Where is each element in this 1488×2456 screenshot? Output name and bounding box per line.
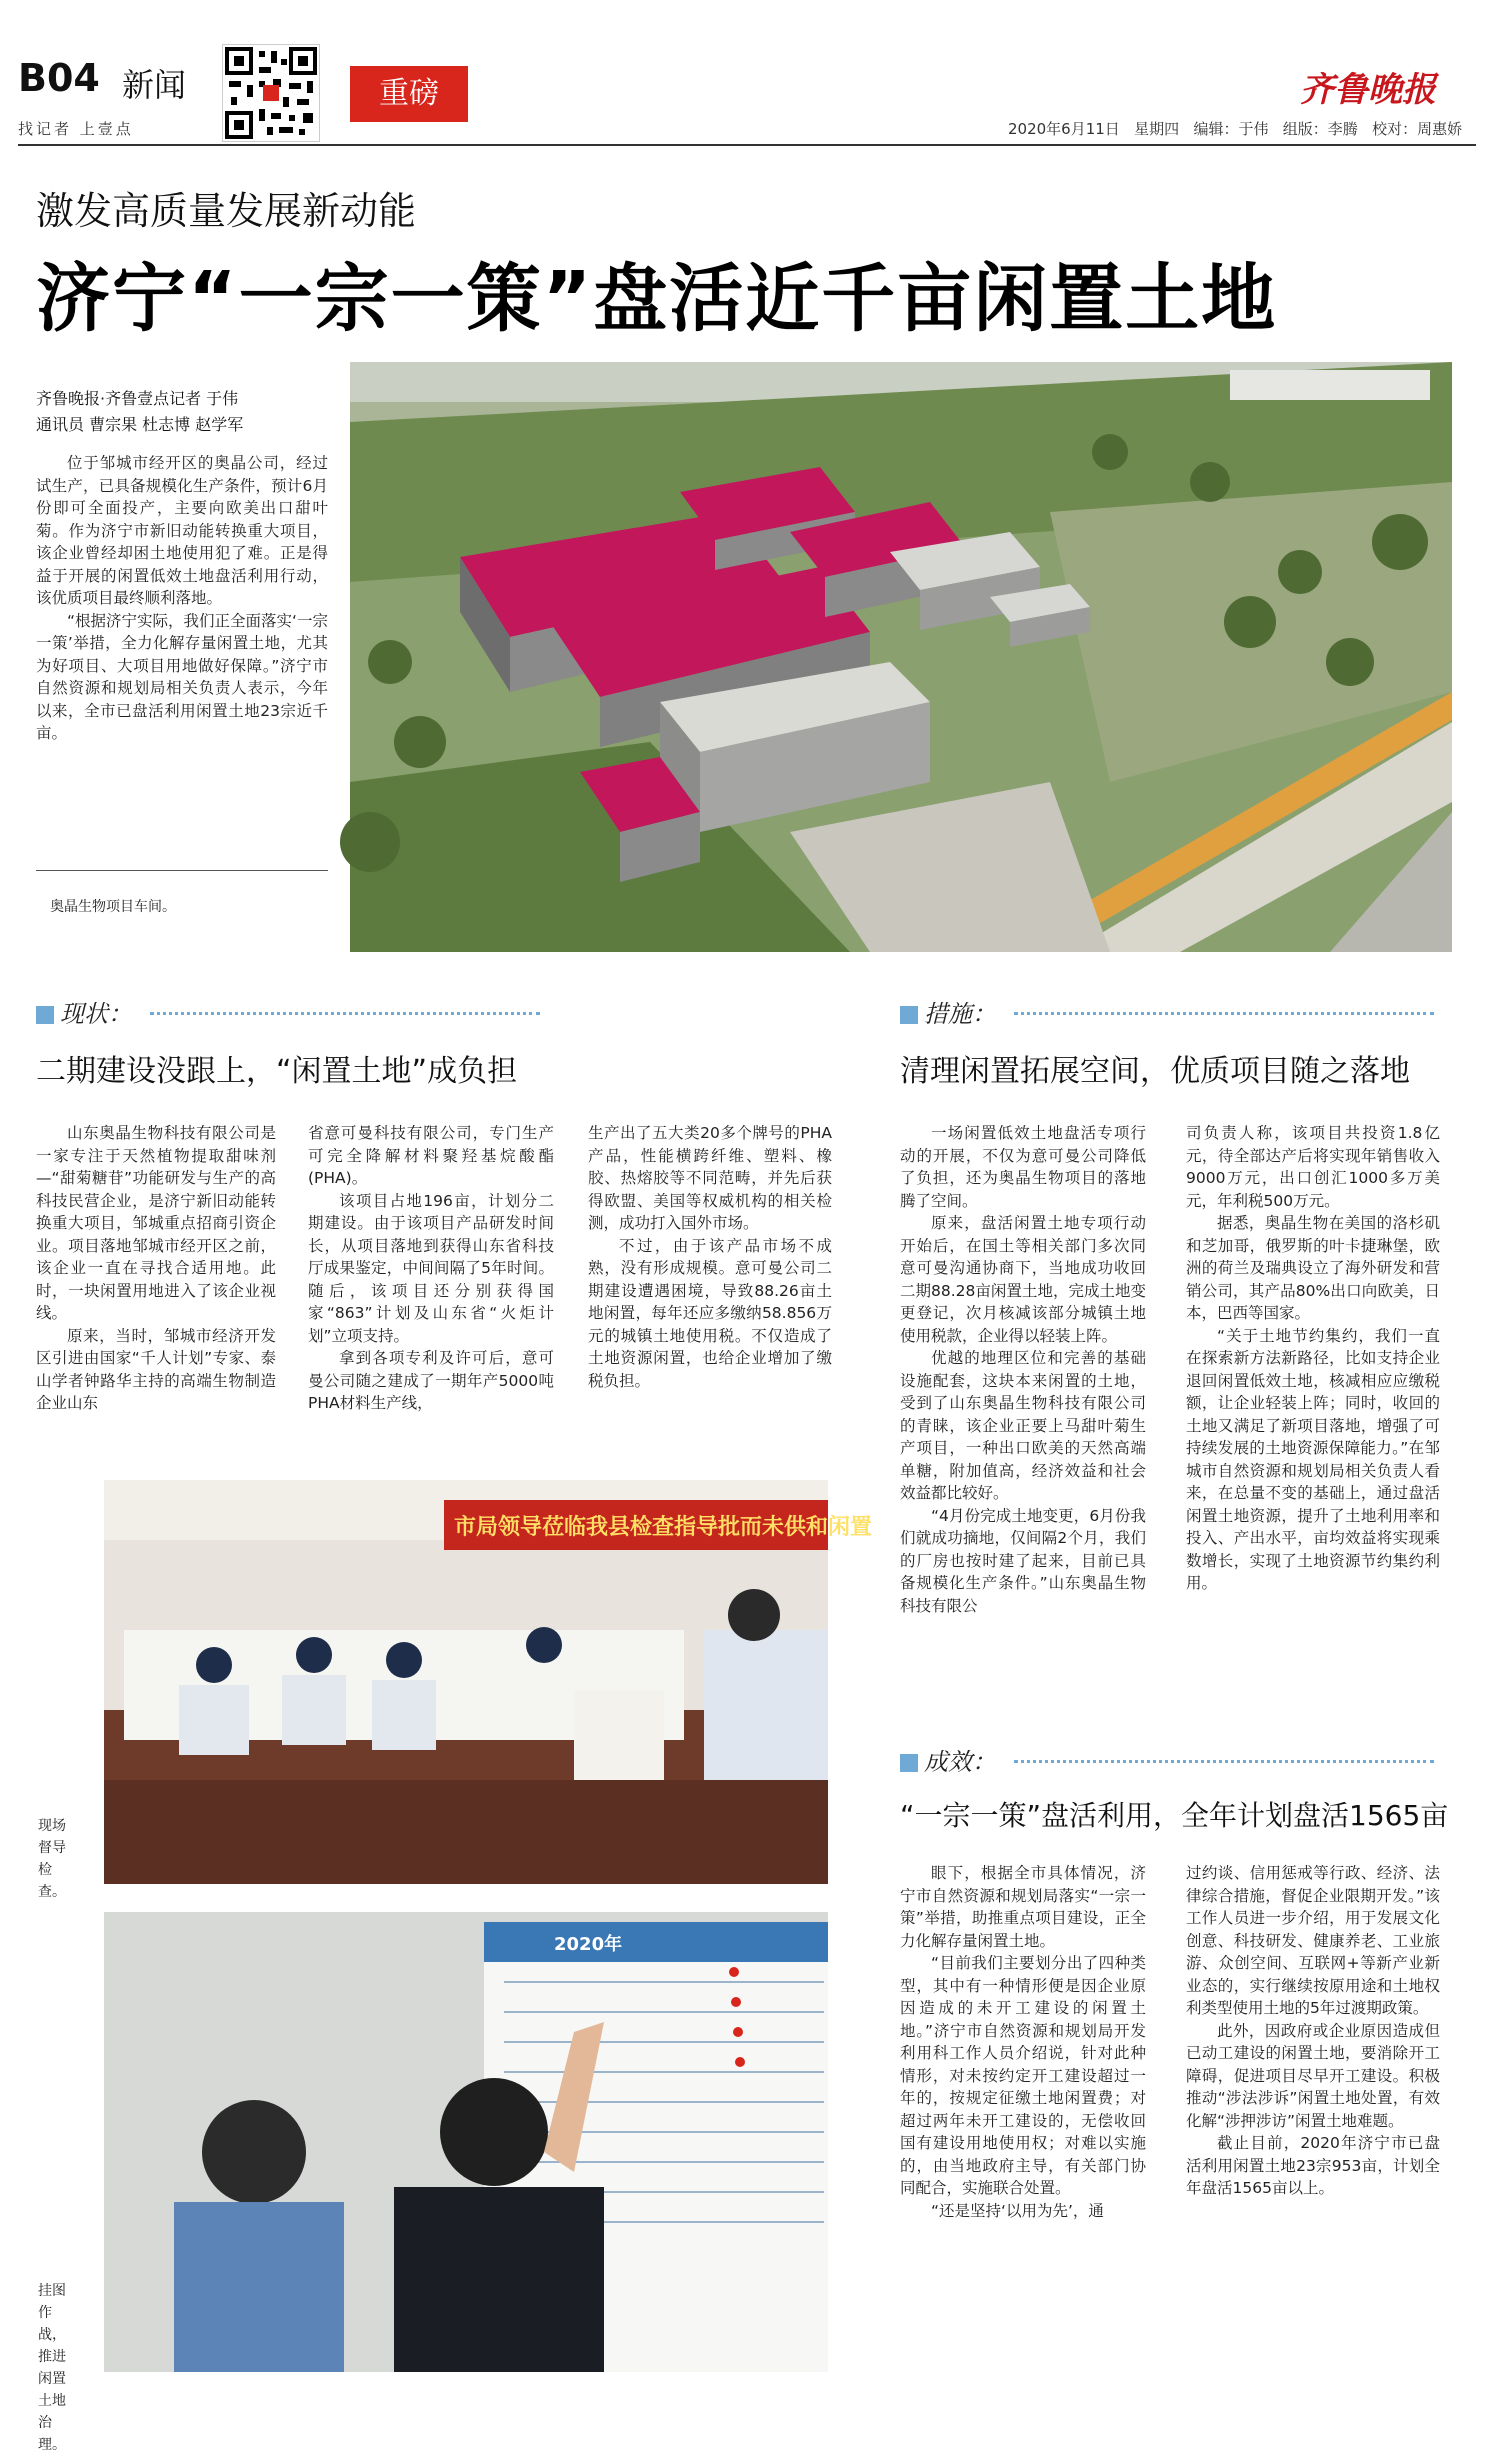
dotted-divider [1014, 1760, 1434, 1763]
subhead-status: 二期建设没跟上，“闲置土地”成负担 [36, 1054, 518, 1089]
paragraph: 一场闲置低效土地盘活专项行动的开展，不仅为意可曼公司降低了负担，还为奥晶生物项目的落地腾了空间。 [900, 1124, 1146, 1210]
headline: 济宁“一宗一策”盘活近千亩闲置土地 [36, 256, 1278, 342]
date: 2020年6月11日 [1008, 120, 1120, 138]
paragraph: 优越的地理区位和完善的基础设施配套，这块本来闲置的土地，受到了山东奥晶生物科技有限公司的青睐，该企业正要上马甜叶菊生产项目，一种出口欧美的天然高端单糖，附加值高，经济效益和社会效益都比较好。 [900, 1349, 1146, 1502]
slogan: 找记者 上壹点 [18, 120, 134, 138]
lead-paragraph: “根据济宁实际，我们正全面落实‘一宗一策’举措，全力化解存量闲置土地，尤其为好项目、大项目用地做好保障。”济宁市自然资源和规划局相关负责人表示，今年以来，全市已盘活利用闲置土地23宗近千亩。 [36, 611, 328, 742]
paragraph: 山东奥晶生物科技有限公司是一家专注于天然植物提取甜味剂—“甜菊糖苷”功能研发与生产的高科技民营企业，是济宁新旧动能转换重大项目，邹城重点招商引资企业。项目落地邹城市经开区之前，该企业一直在寻找合适用地。此时，一块闲置用地进入了该企业视线。 [36, 1124, 276, 1322]
proofreader: 校对：周惠娇 [1372, 120, 1463, 138]
dotted-divider [150, 1012, 540, 1015]
paragraph: “还是坚持‘以用为先’，通 [931, 2201, 1104, 2220]
meeting-banner: 市局领导莅临我县检查指导批而未供和闲置 [454, 1515, 873, 1540]
paragraph: 过约谈、信用惩戒等行政、经济、法律综合措施，督促企业限期开发。”该工作人员进一步介绍，用于发展文化创意、科技研发、健康养老、工业旅游、众创空间、互联网+等新产业新业态的，实行继续按原用途和土地权利类型使用土地的5年过渡期政策。 [1186, 1864, 1440, 2017]
photo-caption: 奥晶生物项目车间。 [50, 899, 176, 915]
section-label-measures: 措施： [900, 994, 996, 1029]
label-marker-icon [900, 1754, 918, 1772]
paragraph: 据悉，奥晶生物在美国的洛杉矶和芝加哥，俄罗斯的叶卡捷琳堡，欧洲的荷兰及瑞典设立了海外研发和营销公司，其产品80%出口向欧美，日本，巴西等国家。 [1186, 1214, 1440, 1322]
dateline [1008, 118, 1478, 139]
chart-header: 2020年 [554, 1934, 623, 1955]
paragraph: 原来，当时，邹城市经济开发区引进由国家“千人计划”专家、泰山学者钟路华主持的高端生物制造企业山东 [36, 1326, 276, 1412]
section-name: 新闻 [122, 66, 187, 104]
editor: 编辑：于伟 [1193, 120, 1269, 138]
text-column [900, 1122, 1146, 1617]
caption-rule [36, 870, 328, 871]
newspaper-logo: 齐鲁晚报 [1300, 70, 1436, 110]
text-column [1186, 1862, 1440, 2200]
label-marker-icon [36, 1006, 54, 1024]
paragraph: 司负责人称，该项目共投资1.8亿元，待全部达产后将实现年销售收入9000万元，出口创汇1000多万美元，年利税500万元。 [1186, 1124, 1440, 1210]
paragraph: 生产出了五大类20多个牌号的PHA产品，性能横跨纤维、塑料、橡胶、热熔胶等不同范畴，并先后获得欧盟、美国等权威机构的相关检测，成功打入国外市场。 [588, 1124, 832, 1232]
qr-code-icon [222, 44, 320, 142]
paragraph: 眼下，根据全市具体情况，济宁市自然资源和规划局落实“一宗一策”举措，助推重点项目建设，正全力化解存量闲置土地。 [900, 1864, 1146, 1950]
aerial-factory-photo [350, 362, 1452, 952]
meeting-caption: 现场督导检查。 [38, 1818, 66, 1900]
dotted-divider [1014, 1012, 1434, 1015]
subhead-results: “一宗一策”盘活利用，全年计划盘活1565亩 [900, 1799, 1449, 1832]
text-column [36, 1122, 276, 1415]
paragraph: 拿到各项专利及许可后，意可曼公司随之建成了一期年产5000吨PHA材料生产线， [308, 1349, 554, 1412]
paragraph: 截止目前，2020年济宁市已盘活利用闲置土地23宗953亩，计划全年盘活1565亩以上。 [1186, 2134, 1440, 2197]
chart-wall-photo [104, 1912, 828, 2372]
text-column [900, 1862, 1146, 2222]
subhead-measures: 清理闲置拓展空间，优质项目随之落地 [900, 1054, 1410, 1089]
byline [36, 386, 336, 438]
kicker: 激发高质量发展新动能 [36, 189, 417, 233]
header-rule [18, 144, 1476, 146]
paragraph: 省意可曼科技有限公司，专门生产可完全降解材料聚羟基烷酸酯(PHA)。 [308, 1124, 554, 1187]
lead-paragraph: 位于邹城市经开区的奥晶公司，经过试生产，已具备规模化生产条件，预计6月份即可全面投产，主要向欧美出口甜叶菊。作为济宁市新旧动能转换重大项目，该企业曾经却困土地使用犯了难。正是得益于开展的闲置低效土地盘活利用行动，该优质项目最终顺利落地。 [36, 454, 328, 607]
lead-paragraphs [36, 452, 328, 745]
paragraph: 不过，由于该产品市场不成熟，没有形成规模。意可曼公司二期建设遭遇困境，导致88.26亩土地闲置，每年还应多缴纳58.856万元的城镇土地使用税。不仅造成了土地资源闲置，也给企业增加了缴税负担。 [588, 1236, 832, 1390]
paragraph: 此外，因政府或企业原因造成但已动工建设的闲置土地，要消除开工障碍，促进项目尽早开工建设。积极推动“涉法涉诉”闲置土地处置，有效化解“涉押涉访”闲置土地难题。 [1186, 2021, 1440, 2130]
text-column [1186, 1122, 1440, 1595]
paragraph: “关于土地节约集约，我们一直在探索新方法新路径，比如支持企业退回闲置低效土地，核减相应应缴税额，让企业轻装上阵；同时，收回的土地又满足了新项目落地，增强了可持续发展的土地资源保障能力。”在邹城市自然资源和规划局相关负责人看来，在总量不变的基础上，通过盘活闲置土地资源，提升了土地利用率和投入、产出水平，亩均效益将实现乘数增长，实现了土地资源节约集约利用。 [1186, 1326, 1440, 1592]
paragraph: 原来，盘活闲置土地专项行动开始后，在国土等相关部门多次同意可曼沟通协商下，当地成功收回二期88.28亩闲置土地，完成土地变更登记，次月核减该部分城镇土地使用税款，企业得以轻装上阵。 [900, 1214, 1146, 1345]
section-label-status: 现状： [36, 994, 132, 1029]
paragraph: “4月份完成土地变更，6月份我们就成功摘地，仅间隔2个月，我们的厂房也按时建了起来，目前已具备规模化生产条件。”山东奥晶生物科技有限公 [900, 1506, 1146, 1615]
designer: 组版：李腾 [1282, 120, 1358, 138]
paragraph: 该项目占地196亩，计划分二期建设。由于该项目产品研发时间长，从项目落地到获得山东省科技厅成果鉴定，中间间隔了5年时间。随后，该项目还分别获得国家“863”计划及山东省“火炬计划”立项支持。 [308, 1191, 554, 1345]
chart-caption: 挂图作战，推进闲置土地治理。 [38, 2283, 66, 2453]
weekday: 星期四 [1134, 120, 1180, 138]
section-label-results: 成效： [900, 1742, 996, 1777]
text-column [588, 1122, 832, 1392]
byline-reporter: 齐鲁晚报·齐鲁壹点记者 于伟 [36, 389, 239, 408]
byline-correspondents: 通讯员 曹宗果 杜志博 赵学军 [36, 415, 244, 434]
meeting-photo [104, 1480, 873, 1884]
text-column [308, 1122, 554, 1415]
page-number: B04 [18, 56, 100, 100]
paragraph: “目前我们主要划分出了四种类型，其中有一种情形便是因企业原因造成的未开工建设的闲置土地。”济宁市自然资源和规划局开发利用科工作人员介绍说，针对此种情形，对未按约定开工建设超过一年的，按规定征缴土地闲置费；对超过两年未开工建设的，无偿收回国有建设用地使用权；对难以实施的，由当地政府主导，有关部门协同配合，实施联合处置。 [900, 1954, 1146, 2197]
section-badge: 重磅 [350, 66, 468, 122]
label-marker-icon [900, 1006, 918, 1024]
